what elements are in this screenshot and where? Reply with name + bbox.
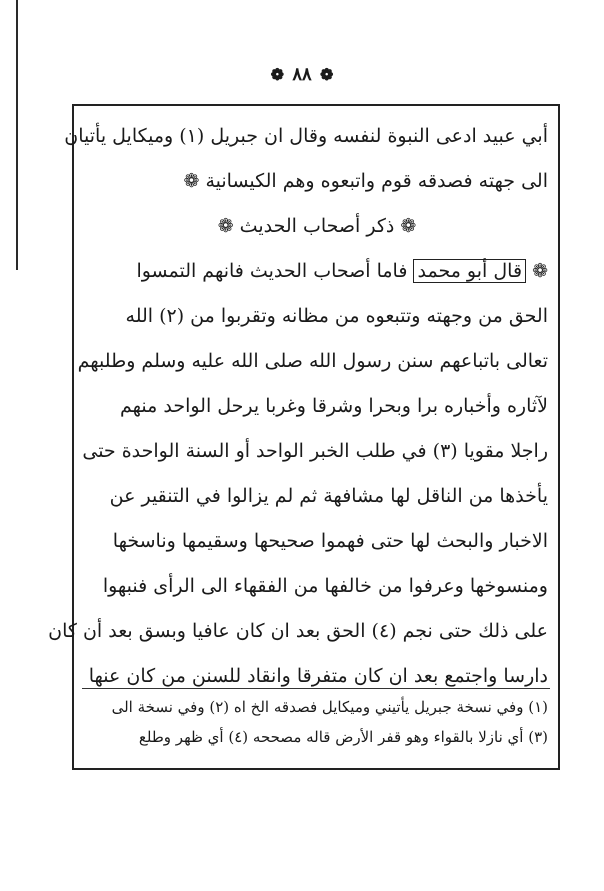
page-edge-line (16, 0, 18, 270)
footnotes (86, 692, 548, 752)
text-line: لآثاره وأخباره برا وبحرا وشرقا وغربا يرحل الواحد منهم (120, 395, 548, 417)
ornament-right-icon: ❁ (270, 65, 285, 84)
ornament-left-icon: ❁ (319, 65, 334, 84)
text-line: يأخذها من الناقل لها مشافهة ثم لم يزالوا في التنقير عن (109, 485, 548, 507)
line-marker-icon: ❁ (532, 260, 548, 282)
text-line: تعالى باتباعهم سنن رسول الله صلى الله عليه وسلم وطلبهم (77, 350, 548, 372)
text-line: الى جهته فصدقه قوم واتبعوه وهم الكيسانية ❁ (183, 170, 548, 192)
text-segment: فاما أصحاب الحديث فانهم التمسوا (136, 260, 408, 282)
page-header (0, 64, 604, 85)
text-line: الحق من وجهته وتتبعوه من مظانه وتقربوا من (٢) الله (125, 305, 548, 327)
text-line: الاخبار والبحث لها حتى فهموا صحيحها وسقيمها وناسخها (112, 530, 548, 552)
page-number: ٨٨ (292, 64, 312, 85)
text-line: ومنسوخها وعرفوا من خالفها من الفقهاء الى الرأى فنبهوا (102, 575, 548, 597)
text-line: دارسا واجتمع بعد ان كان متفرقا وانقاد للسنن من كان عنها (88, 665, 548, 687)
main-text (48, 114, 548, 699)
bracketed-phrase: قال أبو محمد (413, 259, 526, 283)
text-line: راجلا مقويا (٣) في طلب الخبر الواحد أو السنة الواحدة حتى (82, 440, 548, 462)
text-line: أبي عبيد ادعى النبوة لنفسه وقال ان جبريل (١) وميكايل يأتيان (64, 125, 548, 147)
text-line (86, 249, 548, 294)
footnote-line: (٣) أي نازلا بالقواء وهو قفر الأرض قاله مصححه (٤) أي ظهر وطلع (138, 728, 548, 746)
footnote-line: (١) وفي نسخة جبريل يأتيني وميكايل فصدقه الخ اه (٢) وفي نسخة الى (111, 698, 548, 716)
text-line: على ذلك حتى نجم (٤) الحق بعد ان كان عافيا وبسق بعد أن كان (48, 620, 548, 642)
footnote-divider (82, 688, 550, 689)
section-heading: ❁ ذكر أصحاب الحديث ❁ (217, 215, 417, 237)
